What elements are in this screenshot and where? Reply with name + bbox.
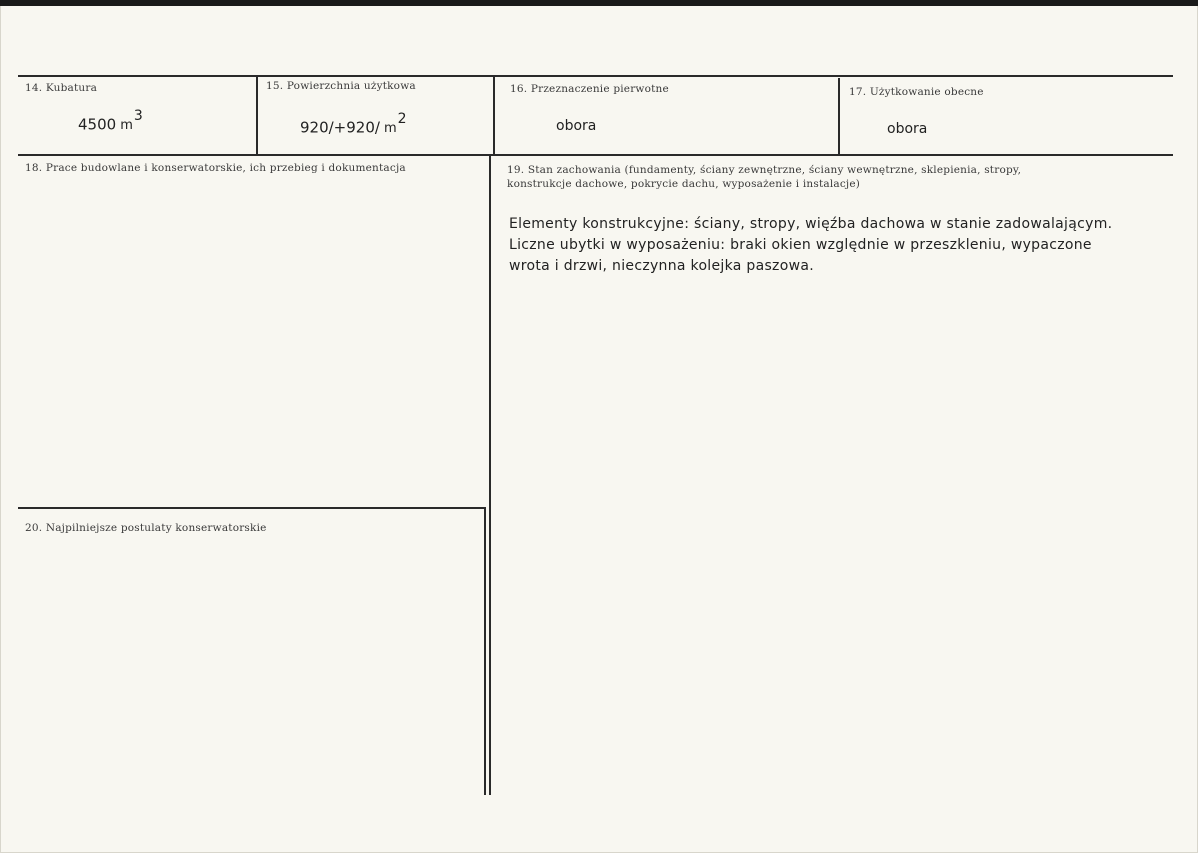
area-unit-m: m — [383, 121, 397, 137]
divider-16-17 — [838, 78, 840, 154]
divider-left-right — [489, 155, 491, 795]
condition-line-1: Elementy konstrukcyjne: ściany, stropy, więźba dachowa w stanie zadowalającym. — [509, 216, 1113, 232]
divider-15-16 — [493, 76, 495, 154]
divider-14-15 — [256, 76, 258, 154]
field-20-label: 20. Najpilniejsze postulaty konserwatorskie — [25, 522, 267, 534]
condition-line-2: Liczne ubytki w wyposażeniu: braki okien względnie w przeszkleniu, wypaczone — [509, 237, 1092, 253]
field-16-value: obora — [556, 118, 597, 134]
cubature-unit-m: m — [120, 118, 133, 134]
field-19-label-line-1: 19. Stan zachowania (fundamenty, ściany zewnętrzne, ściany wewnętrzne, sklepienia, stropy, — [507, 164, 1022, 176]
field-19-label-line-2: konstrukcje dachowe, pokrycie dachu, wyposażenie i instalacje) — [507, 178, 861, 190]
area-unit — [383, 111, 407, 137]
field-19-label — [507, 163, 1021, 191]
lower-left-rule — [18, 507, 486, 509]
field-18-label: 18. Prace budowlane i konserwatorskie, ich przebieg i dokumentacja — [25, 162, 406, 174]
field-17-value: obora — [887, 121, 928, 137]
field-17-label: 17. Użytkowanie obecne — [849, 86, 984, 98]
field-15-label: 15. Powierzchnia użytkowa — [266, 80, 416, 92]
field-15-value — [300, 111, 407, 137]
area-unit-exponent: 2 — [397, 111, 407, 127]
condition-line-3: wrota i drzwi, nieczynna kolejka paszowa. — [509, 258, 814, 274]
cubature-unit — [120, 108, 143, 134]
cubature-value: 4500 — [78, 115, 117, 134]
area-value: 920/+920/ — [300, 118, 380, 137]
top-rule — [18, 75, 1173, 77]
divider-lower — [484, 508, 486, 795]
field-19-text — [509, 214, 1112, 277]
field-14-label: 14. Kubatura — [25, 82, 98, 94]
field-14-value — [78, 108, 143, 134]
field-16-label: 16. Przeznaczenie pierwotne — [510, 83, 669, 95]
cubature-unit-exponent: 3 — [133, 108, 143, 124]
mid-rule — [18, 154, 1173, 156]
